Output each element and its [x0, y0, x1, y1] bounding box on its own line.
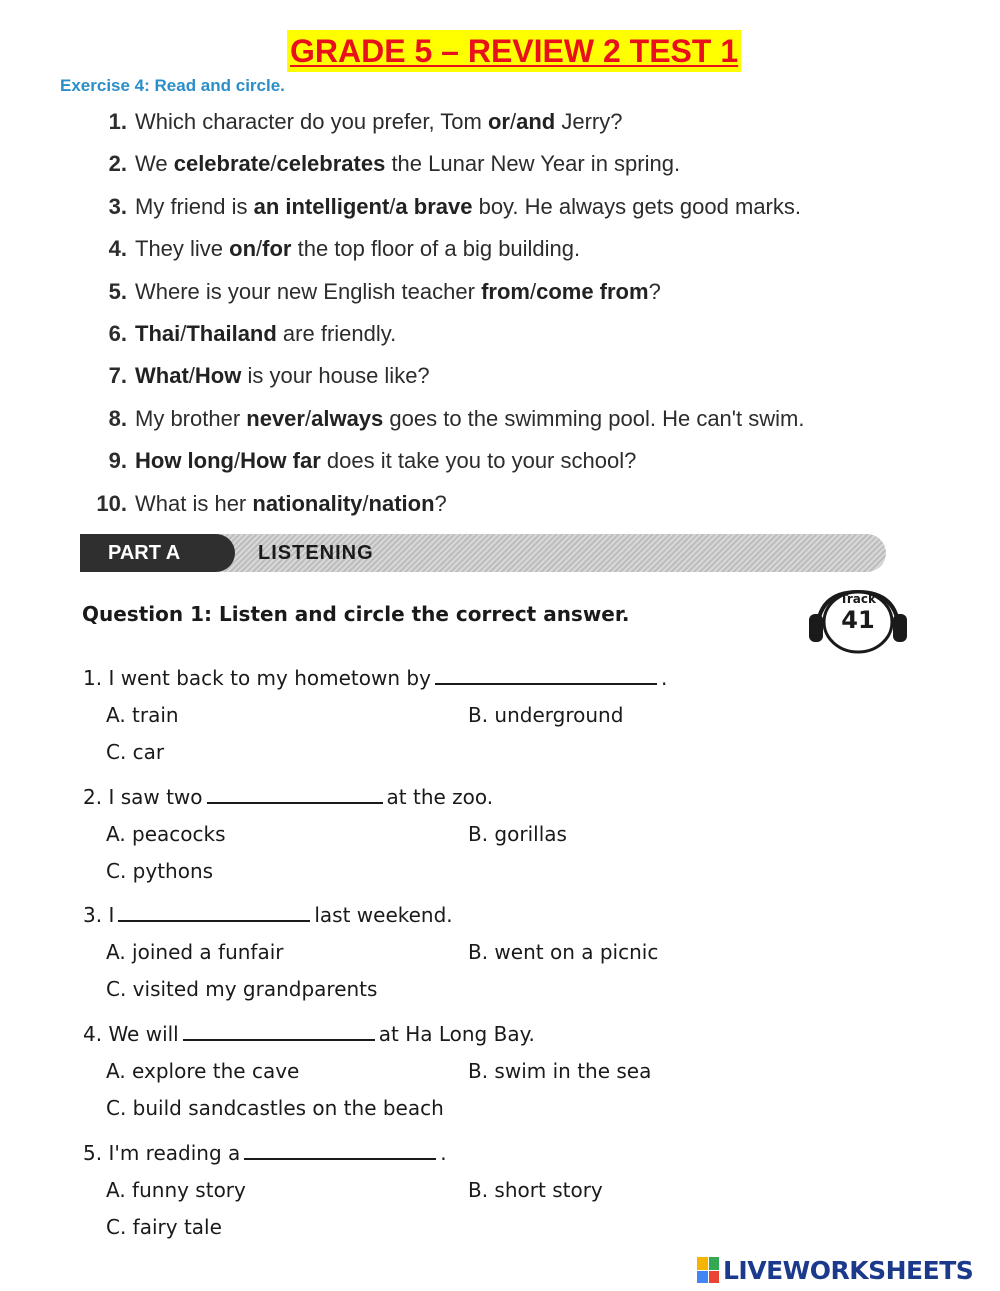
track-label: Track	[840, 592, 876, 606]
liveworksheets-logo-icon	[697, 1257, 719, 1283]
item-sentence	[135, 236, 580, 261]
sentence-text: What is her	[135, 491, 253, 516]
stem-before: 4. We will	[83, 1022, 179, 1046]
sentence-text: /	[509, 109, 517, 134]
question-stem	[83, 1141, 447, 1165]
item-number: 7.	[108, 363, 127, 388]
option-b[interactable]: B. underground	[468, 703, 624, 727]
option-a[interactable]: A. funny story	[106, 1178, 246, 1202]
liveworksheets-logo	[697, 1254, 973, 1286]
sentence-text: /	[233, 448, 241, 473]
answer-option[interactable]: never	[246, 406, 305, 431]
sentence-text: goes to the swimming pool. He can't swim.	[383, 406, 805, 431]
stem-before: 5. I'm reading a	[83, 1141, 241, 1165]
sentence-text: Where is your new English teacher	[135, 279, 482, 304]
exercise-4-item	[80, 405, 980, 433]
item-sentence	[135, 151, 680, 176]
item-sentence	[135, 279, 661, 304]
sentence-text: /	[389, 194, 396, 219]
stem-before: 1. I went back to my hometown by	[83, 666, 431, 690]
option-a[interactable]: A. train	[106, 703, 179, 727]
answer-blank	[183, 1023, 375, 1041]
answer-blank	[435, 667, 657, 685]
answer-option[interactable]: or	[487, 109, 510, 134]
sentence-text: is your house like?	[241, 363, 430, 388]
item-number: 3.	[108, 194, 127, 219]
track-badge	[807, 584, 909, 656]
item-sentence	[135, 406, 804, 431]
answer-option[interactable]: celebrates	[276, 151, 386, 176]
sentence-text: Jerry?	[555, 109, 623, 134]
exercise-4-heading: Exercise 4: Read and circle.	[60, 76, 285, 95]
answer-option[interactable]: Thai	[135, 321, 181, 346]
answer-option[interactable]: on	[229, 236, 257, 261]
logo-tile	[697, 1257, 708, 1270]
option-b[interactable]: B. went on a picnic	[468, 940, 659, 964]
stem-after: .	[660, 666, 668, 690]
item-sentence	[135, 448, 636, 473]
headphones-icon	[807, 584, 909, 656]
answer-option[interactable]: What	[135, 363, 189, 388]
item-number: 5.	[108, 279, 127, 304]
option-a[interactable]: A. peacocks	[106, 822, 226, 846]
sentence-text: We	[135, 151, 174, 176]
sentence-text: ?	[434, 491, 447, 516]
part-a-tab: PART A	[80, 534, 235, 572]
answer-option[interactable]: nationality	[252, 491, 363, 516]
sentence-text: boy. He always gets good marks.	[472, 194, 801, 219]
question-stem	[83, 903, 453, 927]
sentence-text: ?	[648, 279, 661, 304]
sentence-text: They live	[135, 236, 230, 261]
stem-after: at Ha Long Bay.	[378, 1022, 535, 1046]
item-sentence	[135, 109, 622, 134]
sentence-text: My friend is	[135, 194, 254, 219]
option-a[interactable]: A. explore the cave	[106, 1059, 300, 1083]
sentence-text: /	[270, 151, 277, 176]
item-sentence	[135, 321, 396, 346]
listening-label: LISTENING	[258, 542, 374, 564]
option-a[interactable]: A. joined a funfair	[106, 940, 284, 964]
sentence-text: are friendly.	[276, 321, 397, 346]
answer-blank	[207, 786, 383, 804]
question-stem	[83, 666, 667, 690]
answer-option[interactable]: come from	[536, 279, 649, 304]
sentence-text: /	[304, 406, 312, 431]
answer-option[interactable]: celebrate	[173, 151, 271, 176]
option-b[interactable]: B. gorillas	[468, 822, 567, 846]
answer-blank	[244, 1142, 436, 1160]
item-number: 4.	[108, 236, 127, 261]
answer-option[interactable]: always	[311, 406, 384, 431]
option-c[interactable]: C. visited my grandparents	[106, 977, 378, 1001]
option-c[interactable]: C. fairy tale	[106, 1215, 222, 1239]
logo-tile	[709, 1257, 720, 1270]
option-c[interactable]: C. build sandcastles on the beach	[106, 1096, 444, 1120]
item-number: 8.	[108, 406, 127, 431]
sentence-text: /	[188, 363, 195, 388]
option-b[interactable]: B. short story	[468, 1178, 603, 1202]
page-title: GRADE 5 – REVIEW 2 TEST 1	[287, 30, 741, 72]
sentence-text: Which character do you prefer, Tom	[135, 109, 488, 134]
exercise-4-item	[80, 447, 980, 475]
sentence-text: the Lunar New Year in spring.	[385, 151, 681, 176]
exercise-4-item	[80, 235, 980, 263]
exercise-4-item	[80, 320, 980, 348]
stem-before: 3. I	[83, 903, 115, 927]
answer-option[interactable]: and	[516, 109, 556, 134]
exercise-4-item	[80, 362, 980, 390]
answer-option[interactable]: nation	[368, 491, 435, 516]
track-number: 41	[841, 606, 875, 634]
exercise-4-item	[80, 193, 980, 221]
logo-text: LIVEWORKSHEETS	[723, 1255, 974, 1285]
answer-option[interactable]: a brave	[395, 194, 473, 219]
stem-before: 2. I saw two	[83, 785, 203, 809]
item-number: 6.	[108, 321, 127, 346]
question-stem	[83, 1022, 535, 1046]
answer-option[interactable]: How	[194, 363, 242, 388]
stem-after: last weekend.	[314, 903, 453, 927]
exercise-4-item	[80, 150, 980, 178]
item-sentence	[135, 194, 801, 219]
sentence-text: /	[180, 321, 187, 346]
option-c[interactable]: C. pythons	[106, 859, 214, 883]
sentence-text: /	[362, 491, 369, 516]
item-number: 2.	[108, 151, 127, 176]
question-1-heading: Question 1: Listen and circle the correct answer.	[82, 602, 630, 626]
stem-after: at the zoo.	[386, 785, 494, 809]
sentence-text: the top floor of a big building.	[291, 236, 581, 261]
answer-blank	[118, 904, 310, 922]
item-sentence	[135, 491, 447, 516]
sentence-text: does it take you to your school?	[320, 448, 637, 473]
exercise-4-item	[80, 108, 980, 136]
answer-option[interactable]: How far	[240, 448, 321, 473]
item-sentence	[135, 363, 430, 388]
question-stem	[83, 785, 493, 809]
sentence-text: /	[529, 279, 537, 304]
exercise-4-item	[80, 278, 980, 306]
option-c[interactable]: C. car	[106, 740, 165, 764]
item-number: 9.	[108, 448, 127, 473]
logo-tile	[697, 1271, 708, 1284]
item-number: 10.	[96, 491, 127, 516]
answer-option[interactable]: Thailand	[186, 321, 277, 346]
answer-option[interactable]: an intelligent	[253, 194, 390, 219]
answer-option[interactable]: How long	[135, 448, 234, 473]
sentence-text: My brother	[135, 406, 247, 431]
logo-tile	[709, 1271, 720, 1284]
sentence-text: /	[256, 236, 263, 261]
option-b[interactable]: B. swim in the sea	[468, 1059, 652, 1083]
exercise-4-item	[80, 490, 980, 518]
stem-after: .	[440, 1141, 447, 1165]
answer-option[interactable]: from	[481, 279, 530, 304]
answer-option[interactable]: for	[262, 236, 292, 261]
item-number: 1.	[108, 109, 127, 134]
